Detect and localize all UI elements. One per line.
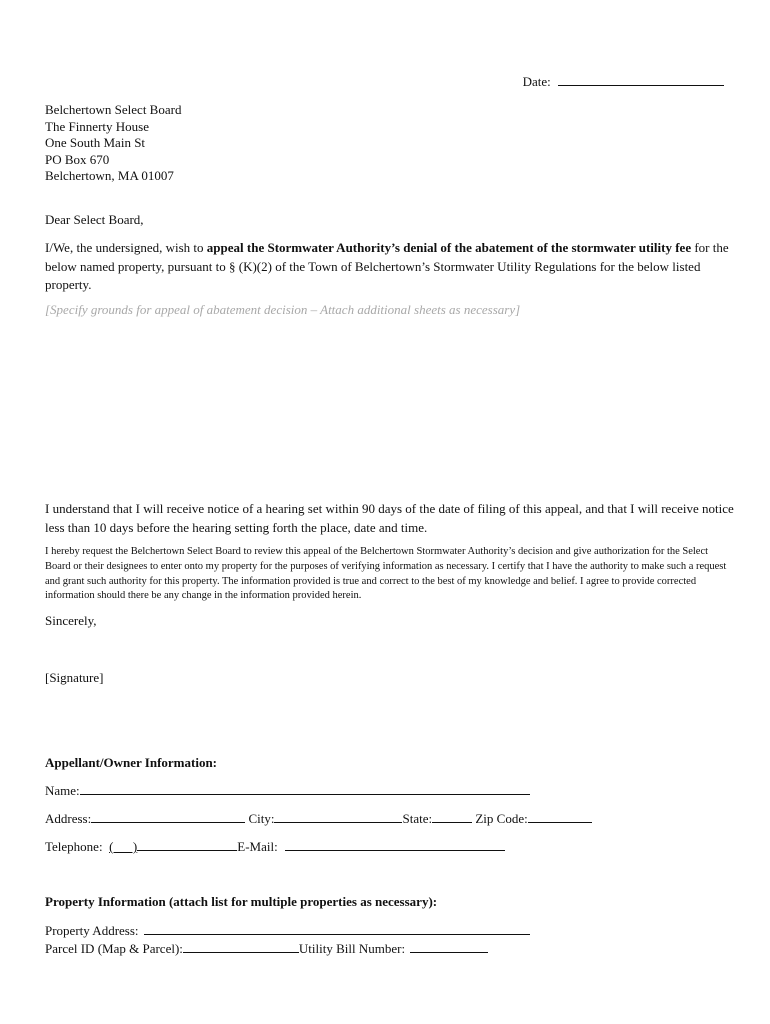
utility-bill-field[interactable] — [410, 940, 488, 953]
recipient-line-5: Belchertown, MA 01007 — [45, 168, 174, 183]
parcel-field[interactable] — [183, 940, 299, 953]
telephone-area-code[interactable]: ( ) — [109, 839, 138, 854]
owner-info-heading: Appellant/Owner Information: — [45, 755, 218, 770]
appeal-bold-statement: appeal the Stormwater Authority’s denial of the abatement of the stormwater utility fee — [206, 240, 692, 255]
recipient-line-2: The Finnerty House — [45, 118, 149, 134]
salutation: Dear Select Board, — [45, 212, 144, 227]
zip-label: Zip Code: — [475, 811, 528, 826]
name-row — [45, 782, 530, 800]
state-label: State: — [402, 811, 433, 826]
parcel-label: Parcel ID (Map & Parcel): — [45, 941, 183, 956]
city-field[interactable] — [274, 810, 402, 823]
appeal-paragraph — [45, 239, 735, 295]
recipient-address — [45, 102, 181, 185]
address-label: Address: — [45, 811, 92, 826]
recipient-line-4: PO Box 670 — [45, 151, 110, 167]
appeal-rest: for the below named property, pursuant to § (K)(2) of the Town of Belchertown’s Stormwater Utility Regulations for the below listed property. — [45, 240, 729, 292]
closing: Sincerely, — [45, 613, 97, 628]
property-address-row — [45, 922, 530, 940]
recipient-line-1: Belchertown Select Board — [45, 102, 182, 117]
telephone-label: Telephone: — [45, 839, 103, 854]
utility-bill-label: Utility Bill Number: — [298, 941, 406, 956]
name-field[interactable] — [80, 782, 530, 795]
date-field — [523, 73, 724, 91]
property-address-label: Property Address: — [45, 923, 139, 938]
date-label: Date: — [522, 74, 551, 89]
understand-paragraph: I understand that I will receive notice of a hearing set within 90 days of the date of filing of this appeal, and that I will receive notice less than 10 days before the hearing setting forth the place, date and time. — [45, 501, 734, 535]
telephone-field[interactable] — [137, 838, 237, 851]
state-field[interactable] — [432, 810, 472, 823]
address-field[interactable] — [91, 810, 245, 823]
property-address-field[interactable] — [144, 922, 530, 935]
parcel-row — [45, 940, 488, 958]
date-blank[interactable] — [558, 73, 724, 86]
request-paragraph: I hereby request the Belchertown Select Board to review this appeal of the Belchertown Stormwater Authority’s decision and give authorization for the Select Board or their designees to enter onto my property for the purposes of verifying information as necessary. I certify that I have the authority to make such a request and grant such authority for this property. The information provided is true and correct to the best of my knowledge and belief. I agree to provide corrected information should there be any change in the information provided herein. — [45, 546, 727, 602]
address-row — [45, 810, 592, 828]
name-label: Name: — [45, 783, 80, 798]
zip-field[interactable] — [528, 810, 592, 823]
property-info-heading: Property Information (attach list for multiple properties as necessary): — [45, 894, 438, 909]
telephone-row — [45, 838, 505, 856]
city-label: City: — [248, 811, 275, 826]
email-label: E-Mail: — [237, 839, 278, 854]
appeal-intro: I/We, the undersigned, wish to — [45, 240, 207, 255]
signature-field[interactable]: [Signature] — [45, 670, 104, 685]
email-field[interactable] — [285, 838, 505, 851]
grounds-placeholder[interactable]: [Specify grounds for appeal of abatement decision – Attach additional sheets as necessary] — [45, 302, 521, 317]
recipient-line-3: One South Main St — [45, 135, 146, 150]
